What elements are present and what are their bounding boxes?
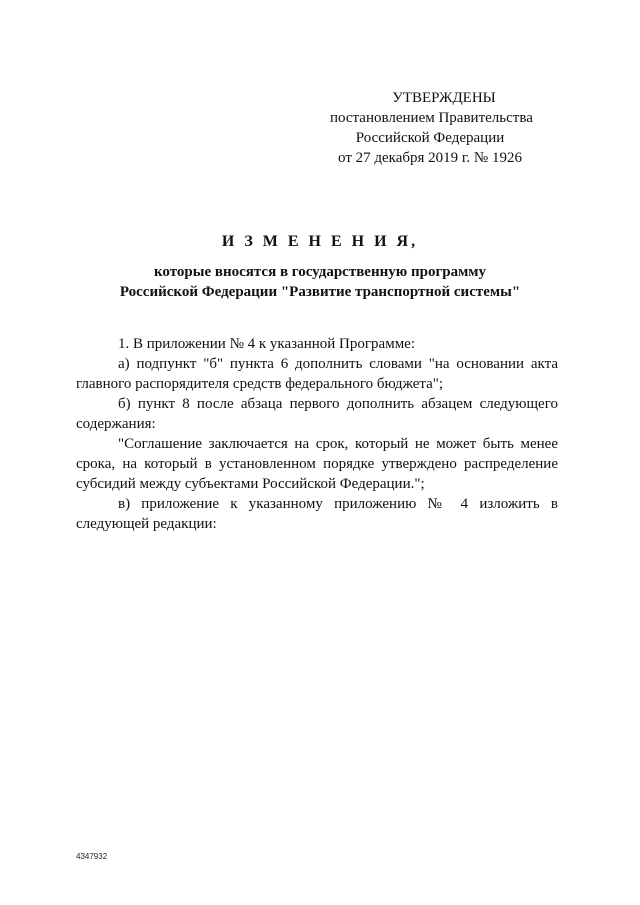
approval-block xyxy=(330,88,533,168)
paragraph-2: а) подпункт "б" пункта 6 дополнить словами "на основании акта главного распорядителя средств федерального бюджета"; xyxy=(76,356,558,392)
approval-title: УТВЕРЖДЕНЫ xyxy=(392,90,496,106)
approval-line-resolution: постановлением Правительства xyxy=(330,110,533,126)
paragraph-4: "Соглашение заключается на срок, который не может быть менее срока, на который в установленном порядке утверждено распределение субсидий между субъектами Российской Федерации."; xyxy=(76,436,558,492)
document-id: 4347932 xyxy=(76,852,108,861)
document-title-block xyxy=(60,232,580,302)
paragraph-3: б) пункт 8 после абзаца первого дополнить абзацем следующего содержания: xyxy=(76,396,558,432)
document-subtitle-line-1: которые вносятся в государственную программу xyxy=(153,264,487,280)
approval-line-date-number: от 27 декабря 2019 г. № 1926 xyxy=(338,150,522,166)
paragraph-5: в) приложение к указанному приложению № 4 изложить в следующей редакции: xyxy=(76,496,558,532)
document-heading: И З М Е Н Е Н И Я, xyxy=(221,233,419,250)
approval-line-country: Российской Федерации xyxy=(355,130,505,146)
document-body xyxy=(76,334,558,534)
document-subtitle-line-2: Российской Федерации "Развитие транспортной системы" xyxy=(119,284,521,300)
paragraph-1: 1. В приложении № 4 к указанной Программе: xyxy=(118,336,416,352)
